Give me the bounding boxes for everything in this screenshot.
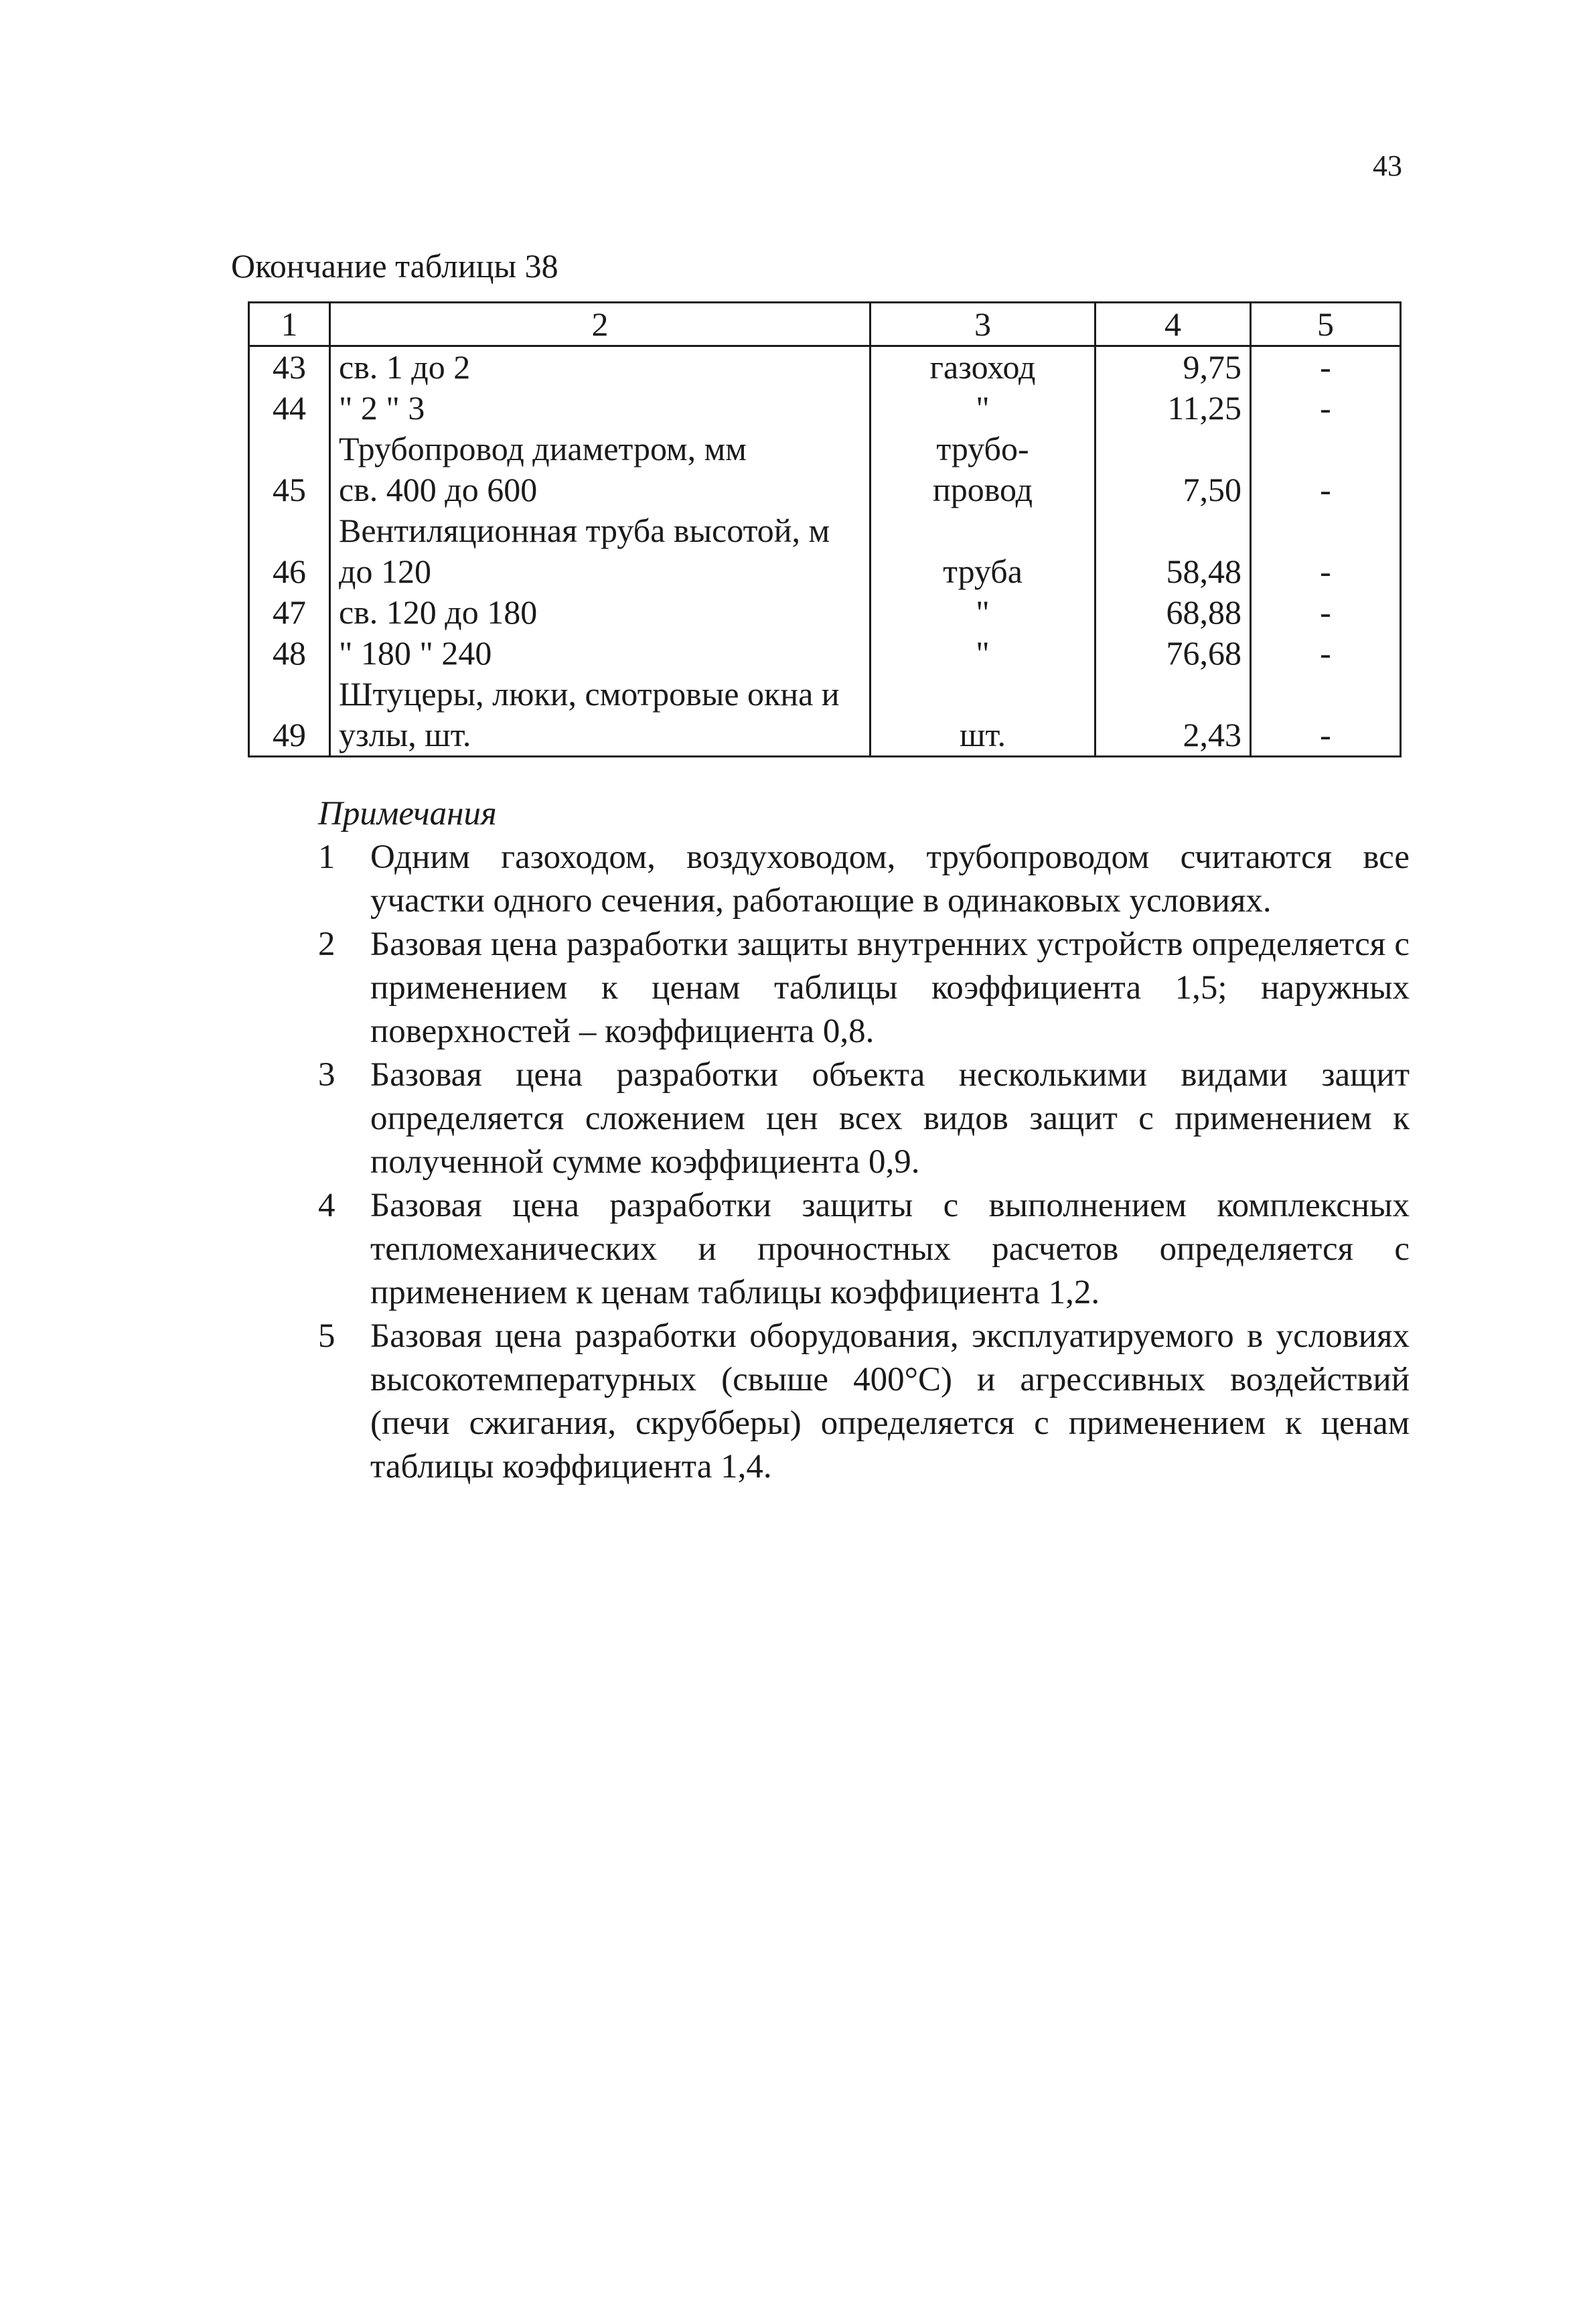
note-item bbox=[318, 923, 1410, 1054]
row-name bbox=[330, 429, 871, 510]
table-row bbox=[249, 633, 1401, 674]
row-price: 58,48 bbox=[1096, 510, 1251, 592]
row-price: 11,25 bbox=[1096, 388, 1251, 429]
row-name-line-1: Вентиляционная труба высотой, м bbox=[339, 512, 830, 549]
note-number: 5 bbox=[318, 1317, 335, 1355]
note-item bbox=[318, 1315, 1410, 1489]
row-name-line-1: Трубопровод диаметром, мм bbox=[339, 430, 747, 467]
table-row bbox=[249, 510, 1401, 592]
note-number: 1 bbox=[318, 839, 335, 876]
table-caption: Окончание таблицы 38 bbox=[231, 247, 558, 285]
row-extra: - bbox=[1251, 510, 1401, 592]
header-col-5: 5 bbox=[1251, 303, 1401, 346]
row-name-line-1: Штуцеры, люки, смотровые окна и bbox=[339, 675, 840, 713]
row-unit: шт. bbox=[871, 674, 1096, 757]
page-number: 43 bbox=[1373, 149, 1402, 182]
header-col-3: 3 bbox=[871, 303, 1096, 346]
note-text: Базовая цена разработки оборудования, эксплуатируемого в условиях высокотемпературных (свыше 400°С) и агрессивных воздействий (печи сжигания, скрубберы) определяется с применением к ценам таблицы коэффициента 1,4. bbox=[370, 1317, 1410, 1485]
note-item bbox=[318, 1054, 1410, 1184]
row-price: 9,75 bbox=[1096, 346, 1251, 388]
header-col-2: 2 bbox=[330, 303, 871, 346]
note-number: 2 bbox=[318, 926, 335, 963]
row-price: 76,68 bbox=[1096, 633, 1251, 674]
row-number: 44 bbox=[249, 388, 330, 429]
row-price: 68,88 bbox=[1096, 592, 1251, 633]
row-price: 7,50 bbox=[1096, 429, 1251, 510]
note-text: Одним газоходом, воздуховодом, трубопроводом считаются все участки одного сечения, работающие в одинаковых условиях. bbox=[370, 839, 1410, 920]
row-name: св. 120 до 180 bbox=[330, 592, 871, 633]
row-unit: газоход bbox=[871, 346, 1096, 388]
notes-section bbox=[318, 792, 1410, 1489]
row-unit-line-1: трубо- bbox=[936, 430, 1029, 467]
table-row bbox=[249, 429, 1401, 510]
row-extra: - bbox=[1251, 346, 1401, 388]
row-number: 49 bbox=[249, 674, 330, 757]
row-extra: - bbox=[1251, 388, 1401, 429]
row-unit: " bbox=[871, 592, 1096, 633]
table-row bbox=[249, 592, 1401, 633]
price-table bbox=[248, 301, 1402, 757]
row-name: " 180 " 240 bbox=[330, 633, 871, 674]
row-name-line-2: до 120 bbox=[339, 553, 431, 590]
row-price: 2,43 bbox=[1096, 674, 1251, 757]
row-number: 43 bbox=[249, 346, 330, 388]
row-name bbox=[330, 510, 871, 592]
row-number: 48 bbox=[249, 633, 330, 674]
row-unit: " bbox=[871, 388, 1096, 429]
table-header-row bbox=[249, 303, 1401, 346]
table-row bbox=[249, 346, 1401, 388]
row-extra: - bbox=[1251, 674, 1401, 757]
note-item bbox=[318, 836, 1410, 923]
note-number: 3 bbox=[318, 1056, 335, 1094]
notes-title: Примечания bbox=[318, 795, 497, 832]
row-name-line-2: св. 400 до 600 bbox=[339, 471, 538, 508]
row-extra: - bbox=[1251, 429, 1401, 510]
table-row bbox=[249, 674, 1401, 757]
row-number: 45 bbox=[249, 429, 330, 510]
note-number: 4 bbox=[318, 1187, 335, 1224]
note-item bbox=[318, 1184, 1410, 1315]
row-name: " 2 " 3 bbox=[330, 388, 871, 429]
row-number: 46 bbox=[249, 510, 330, 592]
row-unit: " bbox=[871, 633, 1096, 674]
row-extra: - bbox=[1251, 592, 1401, 633]
row-name: св. 1 до 2 bbox=[330, 346, 871, 388]
note-text: Базовая цена разработки объекта несколькими видами защит определяется сложением цен всех видов защит с применением к полученной сумме коэффициента 0,9. bbox=[370, 1056, 1410, 1181]
row-unit bbox=[871, 429, 1096, 510]
table-row bbox=[249, 388, 1401, 429]
row-name-line-2: узлы, шт. bbox=[339, 716, 471, 753]
header-col-4: 4 bbox=[1096, 303, 1251, 346]
row-number: 47 bbox=[249, 592, 330, 633]
header-col-1: 1 bbox=[249, 303, 330, 346]
note-text: Базовая цена разработки защиты внутренних устройств определяется с применением к ценам таблицы коэффициента 1,5; наружных поверхностей – коэффициента 0,8. bbox=[370, 926, 1410, 1050]
row-extra: - bbox=[1251, 633, 1401, 674]
note-text: Базовая цена разработки защиты с выполнением комплексных тепломеханических и прочностных расчетов определяется с применением к ценам таблицы коэффициента 1,2. bbox=[370, 1187, 1410, 1311]
row-unit-line-2: провод bbox=[932, 471, 1033, 508]
row-unit: труба bbox=[871, 510, 1096, 592]
row-name bbox=[330, 674, 871, 757]
